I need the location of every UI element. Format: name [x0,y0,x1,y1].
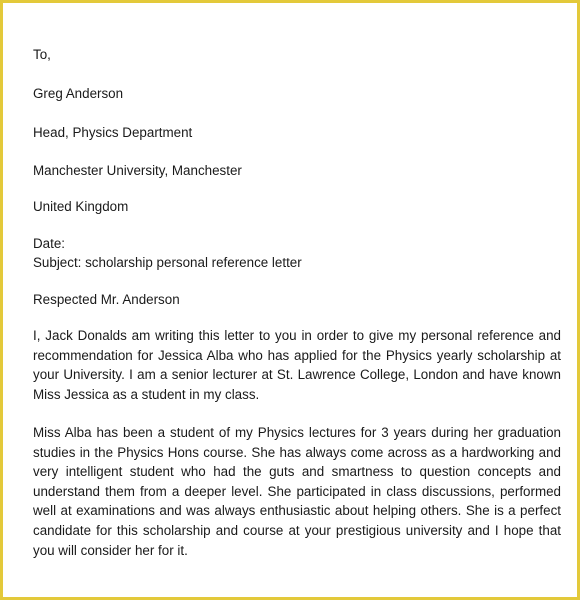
salutation-to: To, [33,47,51,62]
body-paragraph-1: I, Jack Donalds am writing this letter to you in order to give my personal reference and recommendation for Jessica Alba who has applied for the Physics yearly scholarship at your University. I am a senior lecturer at St. Lawrence College, London and have known Miss Jessica as a student in my class. [33,328,561,402]
greeting: Respected Mr. Anderson [33,292,180,307]
date-label: Date: [33,236,66,251]
recipient-organization: Manchester University, Manchester [33,163,242,178]
subject-line: Subject: scholarship personal reference letter [33,255,302,270]
recipient-country: United Kingdom [33,199,129,214]
recipient-title: Head, Physics Department [33,125,193,140]
recipient-name: Greg Anderson [33,86,124,101]
body-paragraph-2: Miss Alba has been a student of my Physics lectures for 3 years during her graduation studies in the Physics Hons course. She has always come across as a hardworking and very intelligent student who had the guts and smartness to question concepts and understand them from a deeper level. She participated in class discussions, performed well at examinations and was always enthusiastic about helping others. She is a perfect candidate for this scholarship and course at your prestigious university and I hope that you will consider her for it. [33,425,561,558]
